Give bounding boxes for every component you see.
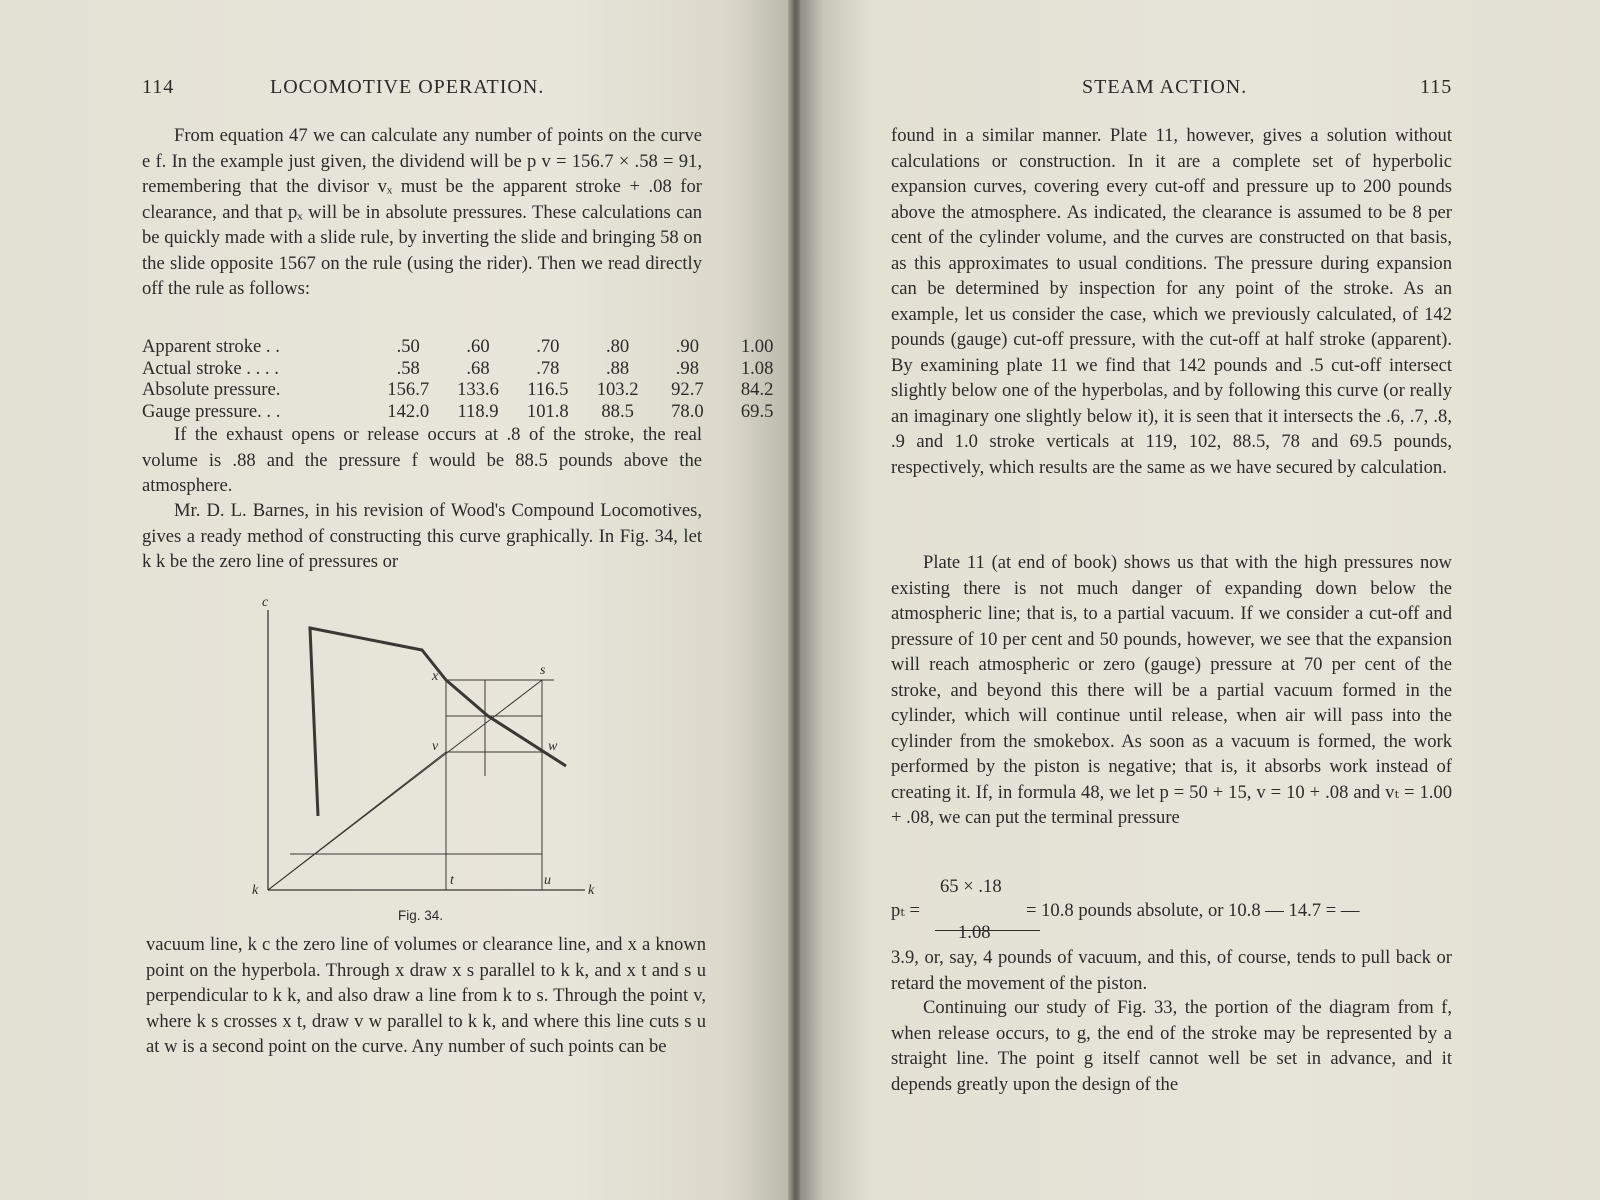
table-row — [142, 358, 792, 380]
table-cell: .80 — [605, 336, 630, 357]
row-label: Gauge pressure. . . — [142, 400, 281, 422]
paragraph: 3.9, or, say, 4 pounds of vacuum, and this, of course, tends to pull back or retard the movement of the piston. — [891, 947, 1452, 994]
label-u: u — [544, 873, 551, 888]
line-kv — [268, 752, 446, 890]
page-number-right: 115 — [1420, 76, 1453, 98]
label-k-right: k — [588, 883, 595, 898]
table-row — [142, 379, 792, 401]
formula-denominator: 1.08 — [958, 922, 991, 943]
table-cell: .98 — [675, 357, 699, 379]
table-cell: 103.2 — [596, 379, 639, 400]
paragraph: Continuing our study of Fig. 33, the portion of the diagram from f, when release occurs, to g, the end of the stroke may be represented by a straight line. The point g itself cannot well be set in advance, and it depends greatly upon the design of the — [891, 997, 1452, 1095]
paragraph: Mr. D. L. Barnes, in his revision of Wood's Compound Locomotives, gives a ready method of constructing this curve graphically. In Fig. 34, let k k be the zero line of pressures or — [142, 500, 702, 572]
table-cell: 78.0 — [671, 400, 704, 422]
table-row — [142, 401, 792, 423]
table-cell: .60 — [466, 336, 490, 357]
label-k-left: k — [252, 883, 259, 898]
paragraph: Plate 11 (at end of book) shows us that with the high pressures now existing there is not much danger of expanding down below the atmospheric line; that is, to a partial vacuum. If we consider a cut-off and pressure of 10 per cent and 50 pounds, however, we see that the expansion will reach atmospheric or zero (gauge) pressure at 70 per cent of the stroke, and beyond this there will be a partial vacuum formed in the cylinder, which will continue until release, when air will pass into the cylinder from the smokebox. As soon as a vacuum is formed, the work performed by the piston is negative; that is, it absorbs work instead of creating it. If, in formula 48, we let p = 50 + 15, v = 10 + .08 and vₜ = 1.00 + .08, we can put the terminal pressure — [891, 552, 1452, 828]
table-cell: .68 — [466, 357, 490, 379]
figure-caption: Fig. 34. — [398, 908, 444, 923]
formula-rhs: = 10.8 pounds absolute, or 10.8 — 14.7 = — — [1026, 900, 1360, 921]
page-number-left: 114 — [142, 76, 175, 98]
data-table — [142, 336, 792, 422]
table-cell: 84.2 — [740, 379, 774, 400]
table-cell: 142.0 — [387, 400, 430, 422]
table-cell: 69.5 — [740, 400, 774, 422]
paragraph: If the exhaust opens or release occurs at .8 of the stroke, the real volume is .88 and the pressure f would be 88.5 pounds above the atmosphere. — [142, 424, 702, 496]
label-w: w — [548, 739, 558, 754]
table-cell: 1.08 — [740, 357, 774, 379]
row-label: Absolute pressure. — [142, 379, 281, 400]
label-v: v — [432, 739, 439, 754]
table-cell: 156.7 — [387, 379, 430, 400]
left-page — [0, 0, 792, 1200]
table-cell: 92.7 — [671, 379, 704, 400]
running-head-left: LOCOMOTIVE OPERATION. — [270, 76, 545, 98]
table-cell: .58 — [396, 357, 420, 379]
formula-fraction-bar — [935, 930, 1040, 931]
table-cell: .70 — [536, 336, 560, 357]
figure-34-diagram — [240, 596, 620, 926]
paragraph: vacuum line, k c the zero line of volumes or clearance line, and x a known point on the hyperbola. Through x draw x s parallel to k k, and x t and s u perpendicular to k k, and also draw a line from k to s. Through the point v, where k s crosses x t, draw v w parallel to k k, and where this line cuts s u at w is a second point on the curve. Any number of such points can be — [146, 934, 706, 1057]
table-cell: 101.8 — [526, 400, 569, 422]
label-x: x — [432, 669, 439, 684]
table-cell: 133.6 — [457, 379, 499, 400]
table-cell: .50 — [396, 336, 420, 357]
table-row — [142, 336, 792, 358]
table-cell: .90 — [675, 336, 699, 357]
table-cell: .88 — [605, 357, 630, 379]
paragraph: found in a similar manner. Plate 11, however, gives a solution without calculations or construction. In it are a complete set of hyperbolic expansion curves, covering every cut-off and pressure up to 200 pounds above the atmosphere. As indicated, the clearance is assumed to be 8 per cent of the cylinder volume, and the curves are constructed on that basis, as this approximates to usual conditions. The pressure during expansion can be determined by inspection for any point of the stroke. As an example, let us consider the case, which we previously calculated, of 142 pounds (gauge) cut-off pressure, with the cut-off at half stroke (apparent). By examining plate 11 we find that 142 pounds and .5 cut-off intersect slightly below one of the hyperbolas, and by following this curve (or really an imaginary one slightly below it), it is seen that it intersects the .6, .7, .8, .9 and 1.0 stroke verticals at 119, 102, 88.5, 78 and 69.5 pounds, respectively, which results are the same as we have secured by calculation. — [891, 125, 1452, 478]
figure-34 — [240, 596, 620, 926]
label-c: c — [262, 596, 269, 610]
hyperbola-curve — [310, 628, 566, 816]
table-cell: 118.9 — [457, 400, 499, 422]
running-head-right: STEAM ACTION. — [1082, 76, 1248, 98]
table-cell: 1.00 — [740, 336, 774, 357]
table-cell: 88.5 — [601, 400, 634, 422]
label-s: s — [540, 663, 546, 678]
paragraph: From equation 47 we can calculate any number of points on the curve e f. In the example just given, the dividend will be p v = 156.7 × .58 = 91, remembering that the divisor vₓ must be the apparent stroke + .08 for clearance, and that pₓ will be in absolute pressures. These calculations can be quickly made with a slide rule, by inverting the slide and bringing 58 on the slide opposite 1567 on the rule (using the rider). Then we read directly off the rule as follows: — [142, 125, 702, 299]
right-page — [800, 0, 1600, 1200]
table-cell: .78 — [536, 357, 560, 379]
formula-numerator: 65 × .18 — [940, 876, 1002, 897]
row-label: Actual stroke . . . . — [142, 357, 279, 379]
row-label: Apparent stroke . . — [142, 336, 280, 357]
table-cell: 116.5 — [527, 379, 569, 400]
label-t: t — [450, 873, 454, 888]
formula-lhs: pₜ = — [891, 900, 921, 921]
